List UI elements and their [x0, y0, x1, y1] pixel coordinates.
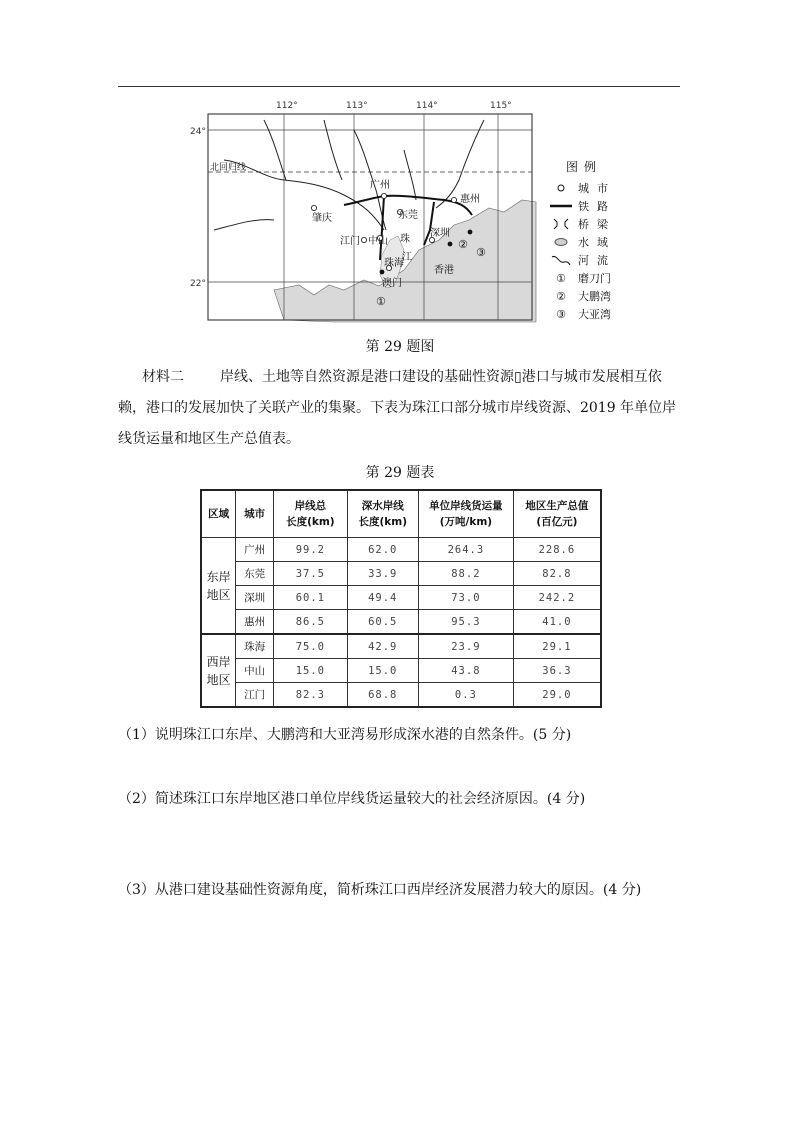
map-legend: [548, 158, 620, 323]
freight-cell: 95.3: [418, 610, 513, 635]
marker-1-label: ①: [376, 295, 386, 308]
gdp-cell: 41.0: [513, 610, 601, 635]
legend-row-river: [548, 251, 620, 269]
city-macau: 澳门: [382, 278, 402, 289]
figure-caption: 第 29 题图: [365, 339, 435, 355]
table-row: [201, 634, 601, 659]
city-huizhou: 惠州: [460, 194, 480, 205]
gdp-cell: 242.2: [513, 586, 601, 610]
header-city: 城市: [236, 490, 274, 538]
freight-cell: 88.2: [418, 562, 513, 586]
legend-row-railway: [548, 197, 620, 215]
city-shenzhen: 深圳: [430, 228, 450, 239]
deep-cell: 68.8: [347, 683, 418, 708]
header-total-length: 岸线总 长度(km): [274, 490, 347, 538]
freight-cell: 23.9: [418, 634, 513, 659]
water-area-icon: [548, 237, 574, 247]
header-region: 区域: [201, 490, 236, 538]
lon-label-114: 114°: [416, 101, 438, 111]
table-row: [201, 659, 601, 683]
marker-3: ③: [556, 307, 566, 321]
deep-cell: 60.5: [347, 610, 418, 635]
freight-cell: 0.3: [418, 683, 513, 708]
deep-cell: 15.0: [347, 659, 418, 683]
marker-2: ②: [556, 289, 566, 303]
legend-label: 桥梁: [578, 218, 616, 231]
gdp-cell: 29.1: [513, 634, 601, 659]
total-cell: 75.0: [274, 634, 347, 659]
railway-icon: [548, 203, 574, 209]
freight-cell: 73.0: [418, 586, 513, 610]
deep-cell: 33.9: [347, 562, 418, 586]
legend-row-city: [548, 179, 620, 197]
material-text-rest: 赖，港口的发展加快了关联产业的集聚。下表为珠江口部分城市岸线资源、2019 年单位岸线货运量和地区生产总值表。: [118, 400, 677, 447]
legend-row-marker-2: [548, 287, 620, 305]
city-cell: 江门: [236, 683, 274, 708]
legend-row-marker-1: [548, 269, 620, 287]
gdp-cell: 82.8: [513, 562, 601, 586]
city-data-table: [200, 489, 602, 708]
header-gdp: 地区生产总值 (百亿元): [513, 490, 601, 538]
city-jiangmen: 江门: [340, 236, 360, 247]
tropic-label: 北回归线: [210, 163, 247, 173]
city-cell: 中山: [236, 659, 274, 683]
material-text-line1: 岸线、土地等自然资源是港口建设的基础性资源▯港口与城市发展相互依: [220, 369, 662, 385]
gdp-cell: 29.0: [513, 683, 601, 708]
deep-cell: 49.4: [347, 586, 418, 610]
city-cell: 深圳: [236, 586, 274, 610]
city-circle-icon: [548, 183, 574, 193]
table-row: [201, 586, 601, 610]
lat-label-24: 24°: [190, 127, 206, 137]
legend-title: 图例: [565, 160, 602, 174]
header-freight: 单位岸线货运量 (万吨/km): [418, 490, 513, 538]
lon-label-115: 115°: [490, 101, 512, 111]
total-cell: 86.5: [274, 610, 347, 635]
legend-row-bridge: [548, 215, 620, 233]
question-2: （2）简述珠江口东岸地区港口单位岸线货运量较大的社会经济原因。(4 分): [118, 791, 586, 807]
table-row: [201, 610, 601, 635]
total-cell: 99.2: [274, 538, 347, 562]
river-icon: [548, 254, 574, 266]
legend-label: 水域: [578, 236, 616, 249]
marker-3-label: ③: [476, 246, 486, 259]
total-cell: 82.3: [274, 683, 347, 708]
river-label-zhu: 珠: [400, 234, 410, 245]
city-zhaoqing: 肇庆: [312, 213, 332, 224]
marker-2-label: ②: [458, 238, 468, 251]
table-row: [201, 683, 601, 708]
city-cell: 惠州: [236, 610, 274, 635]
table-caption: 第 29 题表: [365, 465, 435, 481]
pearl-river-delta-map: [190, 90, 536, 322]
rivers: [214, 120, 484, 230]
gdp-cell: 228.6: [513, 538, 601, 562]
legend-label: 大鹏湾: [578, 290, 611, 303]
table-row: [201, 562, 601, 586]
legend-label: 城市: [578, 182, 616, 195]
bridge-icon: [548, 218, 574, 230]
river-label-jiang: 江: [402, 252, 412, 263]
material-heading: 材料二: [142, 369, 184, 385]
legend-row-water: [548, 233, 620, 251]
legend-label: 磨刀门: [578, 272, 611, 285]
table-row: [201, 538, 601, 562]
legend-label: 河流: [578, 254, 616, 267]
city-cell: 东莞: [236, 562, 274, 586]
city-cell: 广州: [236, 538, 274, 562]
city-dongguan: 东莞: [398, 210, 418, 221]
legend-label: 铁路: [578, 200, 616, 213]
lon-label-112: 112°: [276, 101, 298, 111]
lon-label-113: 113°: [346, 101, 368, 111]
question-3: （3）从港口建设基础性资源角度，简析珠江口西岸经济发展潜力较大的原因。(4 分): [118, 882, 642, 898]
question-1: （1）说明珠江口东岸、大鹏湾和大亚湾易形成深水港的自然条件。(5 分): [118, 727, 572, 743]
city-zhuhai: 珠海: [384, 258, 404, 269]
legend-label: 大亚湾: [578, 308, 611, 321]
lat-label-22: 22°: [190, 279, 206, 289]
legend-row-marker-3: [548, 305, 620, 323]
top-rule: [118, 86, 680, 87]
freight-cell: 264.3: [418, 538, 513, 562]
city-zhongshan: 中山: [368, 236, 388, 247]
total-cell: 15.0: [274, 659, 347, 683]
region-cell-east: 东岸 地区: [201, 538, 236, 635]
city-hongkong: 香港: [434, 265, 454, 276]
table-header-row: [201, 490, 601, 538]
header-deep-length: 深水岸线 长度(km): [347, 490, 418, 538]
gdp-cell: 36.3: [513, 659, 601, 683]
material-paragraph: [118, 362, 680, 455]
freight-cell: 43.8: [418, 659, 513, 683]
total-cell: 60.1: [274, 586, 347, 610]
city-guangzhou: 广州: [370, 180, 390, 191]
deep-cell: 42.9: [347, 634, 418, 659]
deep-cell: 62.0: [347, 538, 418, 562]
region-cell-west: 西岸 地区: [201, 634, 236, 707]
marker-1: ①: [556, 271, 566, 285]
total-cell: 37.5: [274, 562, 347, 586]
city-cell: 珠海: [236, 634, 274, 659]
